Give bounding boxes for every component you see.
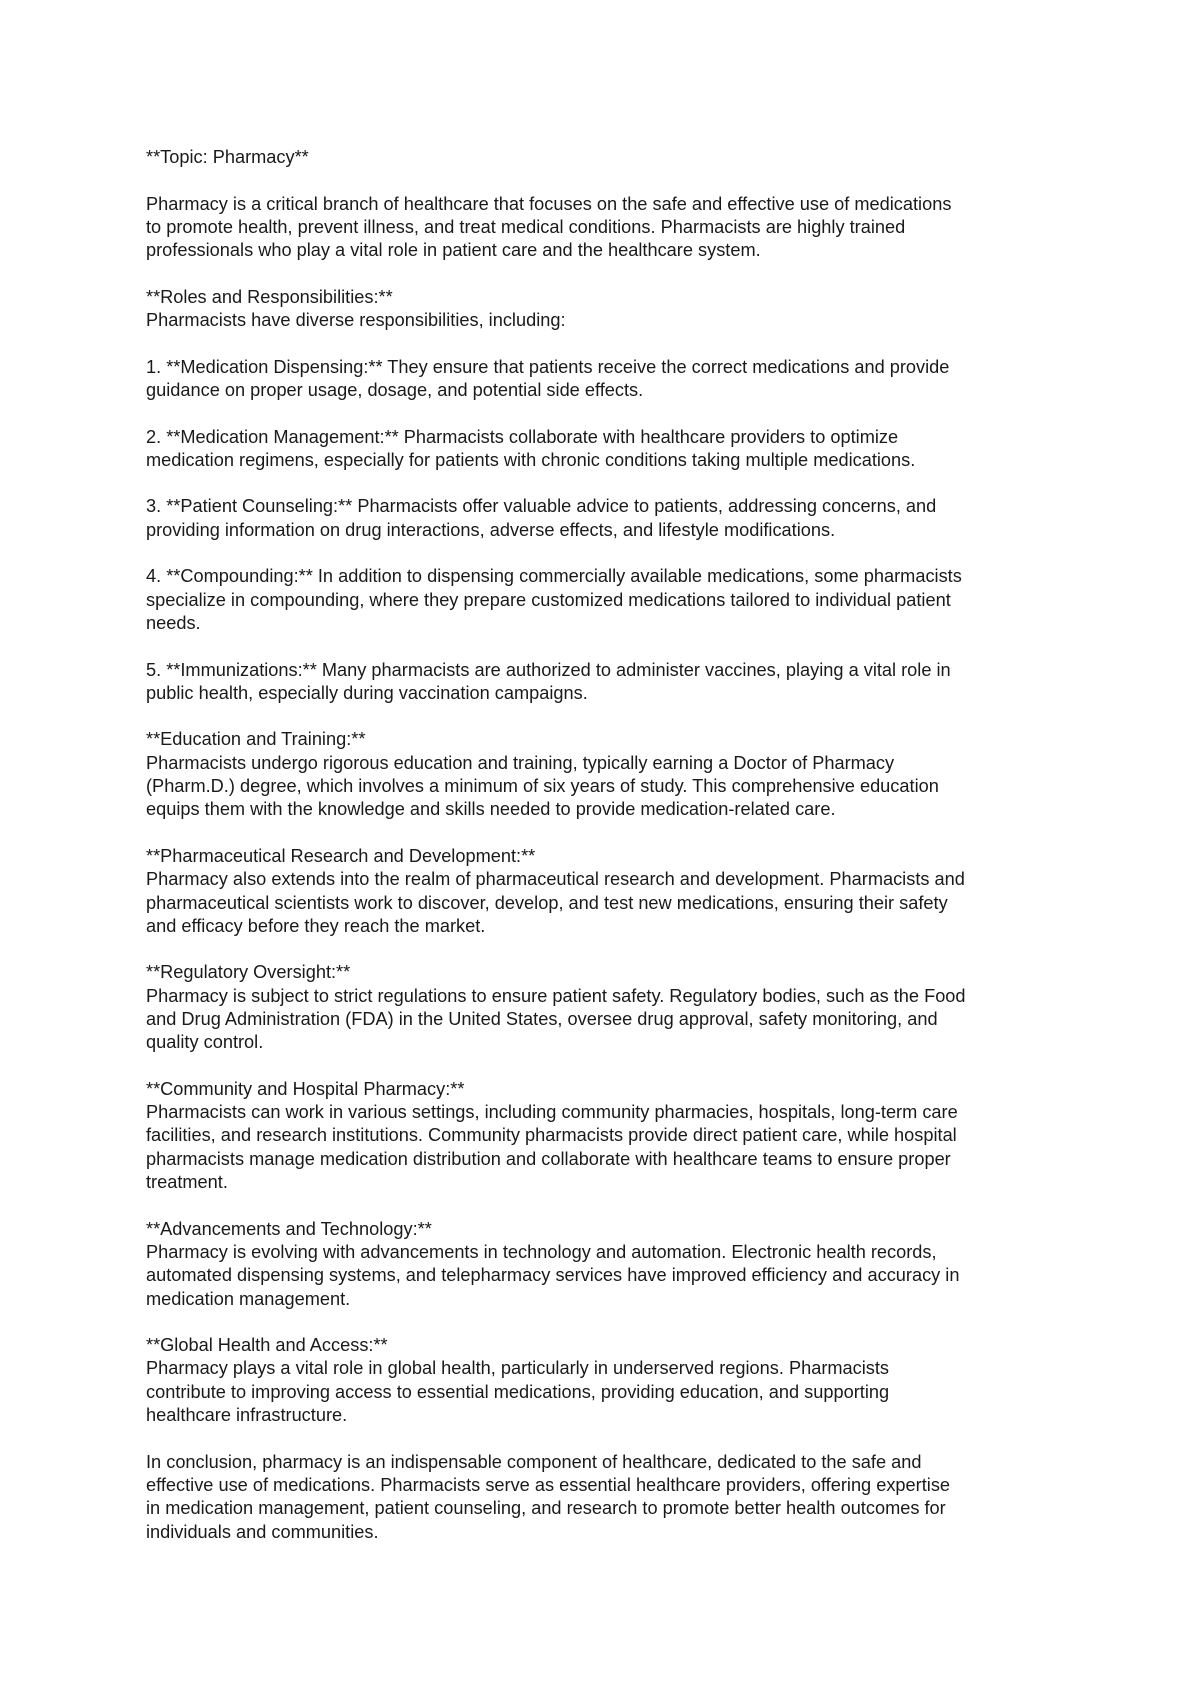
text-line: Pharmacists have diverse responsibilities, including: <box>146 310 566 331</box>
section-heading: **Education and Training:** <box>146 729 366 750</box>
text-line: individuals and communities. <box>146 1521 379 1542</box>
text-line: Pharmacists can work in various settings, including community pharmacies, hospitals, long-term care <box>146 1102 958 1123</box>
text-line: public health, especially during vaccination campaigns. <box>146 682 588 703</box>
section-technology <box>146 1218 1056 1311</box>
list-item <box>146 659 1056 706</box>
text-line: equips them with the knowledge and skills needed to provide medication-related care. <box>146 799 836 820</box>
text-line: specialize in compounding, where they prepare customized medications tailored to individual patient <box>146 589 951 610</box>
text-line: 4. **Compounding:** In addition to dispensing commercially available medications, some pharmacists <box>146 566 962 587</box>
text-line: In conclusion, pharmacy is an indispensable component of healthcare, dedicated to the safe and <box>146 1451 922 1472</box>
text-line: pharmaceutical scientists work to discover, develop, and test new medications, ensuring their safety <box>146 892 948 913</box>
text-line: Pharmacists undergo rigorous education and training, typically earning a Doctor of Pharmacy <box>146 752 895 773</box>
text-line: providing information on drug interactions, adverse effects, and lifestyle modifications. <box>146 519 836 540</box>
text-line: contribute to improving access to essential medications, providing education, and supporting <box>146 1381 890 1402</box>
text-line: Pharmacy also extends into the realm of pharmaceutical research and development. Pharmacists and <box>146 869 965 890</box>
text-line: 3. **Patient Counseling:** Pharmacists offer valuable advice to patients, addressing concerns, and <box>146 496 937 517</box>
document-body <box>146 146 1056 1567</box>
text-line: 5. **Immunizations:** Many pharmacists are authorized to administer vaccines, playing a vital role in <box>146 659 951 680</box>
roles-section <box>146 286 1056 333</box>
section-research <box>146 845 1056 938</box>
text-line: quality control. <box>146 1032 264 1053</box>
text-line: and efficacy before they reach the market. <box>146 915 486 936</box>
list-item <box>146 426 1056 473</box>
text-line: effective use of medications. Pharmacists serve as essential healthcare providers, offering expertise <box>146 1474 951 1495</box>
section-heading: **Pharmaceutical Research and Development:** <box>146 845 536 866</box>
list-item <box>146 356 1056 403</box>
text-line: Pharmacy is subject to strict regulations to ensure patient safety. Regulatory bodies, such as the Food <box>146 985 966 1006</box>
list-item <box>146 495 1056 542</box>
section-heading: **Regulatory Oversight:** <box>146 962 351 983</box>
text-line: guidance on proper usage, dosage, and potential side effects. <box>146 379 644 400</box>
text-line: Pharmacy is evolving with advancements in technology and automation. Electronic health records, <box>146 1241 937 1262</box>
section-education <box>146 728 1056 821</box>
text-line: treatment. <box>146 1172 228 1193</box>
title-line: **Topic: Pharmacy** <box>146 147 309 167</box>
list-item <box>146 565 1056 635</box>
section-community <box>146 1078 1056 1194</box>
section-heading: **Roles and Responsibilities:** <box>146 286 393 307</box>
text-line: Pharmacy plays a vital role in global health, particularly in underserved regions. Pharmacists <box>146 1358 890 1379</box>
text-line: medication regimens, especially for patients with chronic conditions taking multiple medications. <box>146 449 916 470</box>
text-line: and Drug Administration (FDA) in the United States, oversee drug approval, safety monitoring, and <box>146 1008 938 1029</box>
text-line: (Pharm.D.) degree, which involves a minimum of six years of study. This comprehensive education <box>146 776 939 797</box>
text-line: facilities, and research institutions. Community pharmacists provide direct patient care, while hospital <box>146 1125 957 1146</box>
text-line: professionals who play a vital role in patient care and the healthcare system. <box>146 240 761 261</box>
text-line: needs. <box>146 612 201 633</box>
section-global-health <box>146 1334 1056 1427</box>
text-line: healthcare infrastructure. <box>146 1405 348 1426</box>
text-line: in medication management, patient counseling, and research to promote better health outcomes for <box>146 1498 946 1519</box>
text-line: medication management. <box>146 1288 351 1309</box>
section-heading: **Community and Hospital Pharmacy:** <box>146 1078 465 1099</box>
text-line: automated dispensing systems, and telepharmacy services have improved efficiency and accuracy in <box>146 1265 960 1286</box>
text-line: pharmacists manage medication distribution and collaborate with healthcare teams to ensure proper <box>146 1148 951 1169</box>
text-line: 1. **Medication Dispensing:** They ensure that patients receive the correct medications and provide <box>146 356 950 377</box>
intro-paragraph <box>146 193 1056 263</box>
text-line: 2. **Medication Management:** Pharmacists collaborate with healthcare providers to optimize <box>146 426 899 447</box>
section-heading: **Global Health and Access:** <box>146 1335 388 1356</box>
section-regulatory <box>146 961 1056 1054</box>
document-title <box>146 146 1056 169</box>
text-line: Pharmacy is a critical branch of healthcare that focuses on the safe and effective use of medications <box>146 193 952 214</box>
section-heading: **Advancements and Technology:** <box>146 1218 432 1239</box>
conclusion-paragraph <box>146 1451 1056 1544</box>
text-line: to promote health, prevent illness, and treat medical conditions. Pharmacists are highly trained <box>146 216 906 237</box>
